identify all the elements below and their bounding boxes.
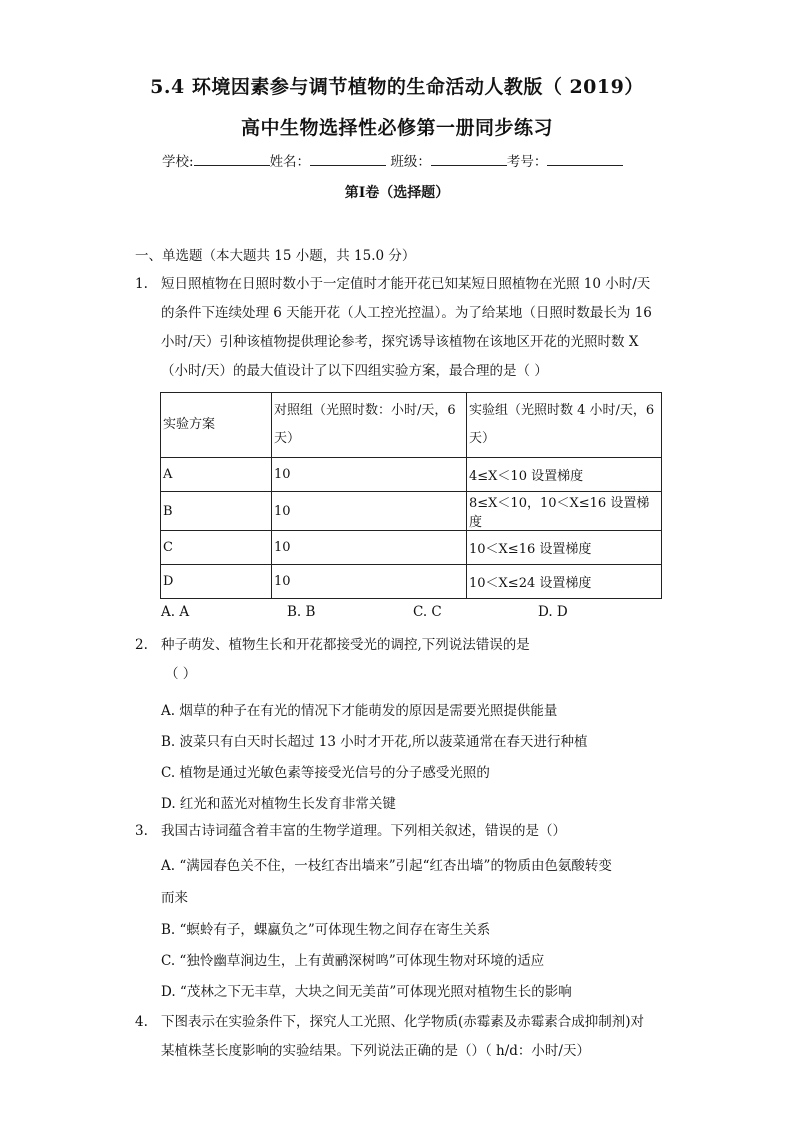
table-row xyxy=(161,458,662,492)
table-cell: C xyxy=(161,531,272,565)
table-cell: B xyxy=(161,492,272,531)
question-3-text xyxy=(161,817,681,846)
table-header-cell: 对照组（光照时数：小时/天，6 天） xyxy=(272,393,467,458)
table-row xyxy=(161,492,662,531)
question-4-text xyxy=(161,1008,681,1066)
table-cell: 10 xyxy=(272,531,467,565)
table-cell: 10 xyxy=(272,565,467,599)
question-line: （小时/天）的最大值设计了以下四组实验方案，最合理的是（ ） xyxy=(161,363,548,379)
option-c[interactable]: C. 植物是通过光敏色素等接受光信号的分子感受光照的 xyxy=(161,765,490,781)
title-line-2: 高中生物选择性必修第一册同步练习 xyxy=(240,117,553,139)
option-a[interactable]: A. 烟草的种子在有光的情况下才能萌发的原因是需要光照提供能量 xyxy=(161,703,558,719)
school-blank[interactable] xyxy=(194,153,270,166)
option-a-continued: 而来 xyxy=(161,890,188,906)
option-b[interactable]: B. 波菜只有白天时长超过 13 小时才开花,所以菠菜通常在春天进行种植 xyxy=(161,734,588,750)
option-d[interactable]: D. D xyxy=(538,604,568,620)
school-label: 学校: xyxy=(162,154,194,170)
number-blank[interactable] xyxy=(547,153,623,166)
question-line: 小时/天）引种该植物提供理论参考，探究诱导该植物在该地区开花的光照时数 X xyxy=(161,334,639,350)
question-number: 3. xyxy=(135,823,148,839)
option-b[interactable]: B. “螟蛉有子，蜾蠃负之”可体现生物之间存在寄生关系 xyxy=(161,922,491,938)
volume-heading: 第I卷（选择题） xyxy=(344,185,450,201)
table-cell: D xyxy=(161,565,272,599)
option-d[interactable]: D. “茂林之下无丰草，大块之间无美苗”可体现光照对植物生长的影响 xyxy=(161,984,572,1000)
question-number: 2. xyxy=(135,637,148,653)
question-line: 种子萌发、植物生长和开花都接受光的调控,下列说法错误的是 xyxy=(161,637,530,653)
question-number: 4. xyxy=(135,1014,148,1030)
name-blank[interactable] xyxy=(310,153,386,166)
class-blank[interactable] xyxy=(431,153,507,166)
student-info-line xyxy=(162,150,623,170)
title-line-1: 5.4 环境因素参与调节植物的生命活动人教版（ 2019） xyxy=(150,76,644,98)
table-cell: A xyxy=(161,458,272,492)
class-label: 班级： xyxy=(390,154,431,170)
question-line: 下图表示在实验条件下，探究人工光照、化学物质(赤霉素及赤霉素合成抑制剂)对 xyxy=(161,1014,645,1030)
table-cell: 10 xyxy=(272,458,467,492)
question-line: 的条件下连续处理 6 天能开花（人工控光控温）。为了给某地（日照时数最长为 16 xyxy=(161,305,652,321)
question-2-text xyxy=(161,631,681,689)
table-cell: 10 xyxy=(272,492,467,531)
section-heading: 一、单选题（本大题共 15 小题，共 15.0 分） xyxy=(135,248,416,264)
question-line: 某植株茎长度影响的实验结果。下列说法正确的是（）（ h/d：小时/天） xyxy=(161,1043,590,1059)
table-header-cell: 实验组（光照时数 4 小时/天，6 天） xyxy=(467,393,662,458)
option-a[interactable]: A. A xyxy=(161,604,190,620)
experiment-table xyxy=(160,392,662,599)
table-cell: 10＜X≤16 设置梯度 xyxy=(467,531,662,565)
table-cell: 10＜X≤24 设置梯度 xyxy=(467,565,662,599)
question-line: 我国古诗词蕴含着丰富的生物学道理。下列相关叙述，错误的是（） xyxy=(161,823,566,839)
number-label: 考号： xyxy=(506,154,548,170)
option-a[interactable]: A. “满园春色关不住，一枝红杏出墙来”引起“红杏出墙”的物质由色氨酸转变 xyxy=(161,858,612,874)
option-c[interactable]: C. “独怜幽草涧边生，上有黄鹂深树鸣”可体现生物对环境的适应 xyxy=(161,953,545,969)
table-header-row xyxy=(161,393,662,458)
option-c[interactable]: C. C xyxy=(413,604,442,620)
question-1-text xyxy=(161,270,681,386)
table-cell: 4≤X＜10 设置梯度 xyxy=(467,458,662,492)
name-label: 姓名： xyxy=(269,154,311,170)
table-row xyxy=(161,531,662,565)
question-line: 短日照植物在日照时数小于一定值时才能开花已知某短日照植物在光照 10 小时/天 xyxy=(161,276,651,292)
table-header-cell: 实验方案 xyxy=(161,393,272,458)
question-number: 1. xyxy=(135,276,148,292)
question-line: （ ） xyxy=(165,666,197,682)
table-row xyxy=(161,565,662,599)
table-cell: 8≤X＜10，10＜X≤16 设置梯度 xyxy=(467,492,662,531)
option-b[interactable]: B. B xyxy=(287,604,316,620)
option-d[interactable]: D. 红光和蓝光对植物生长发育非常关键 xyxy=(161,796,396,812)
